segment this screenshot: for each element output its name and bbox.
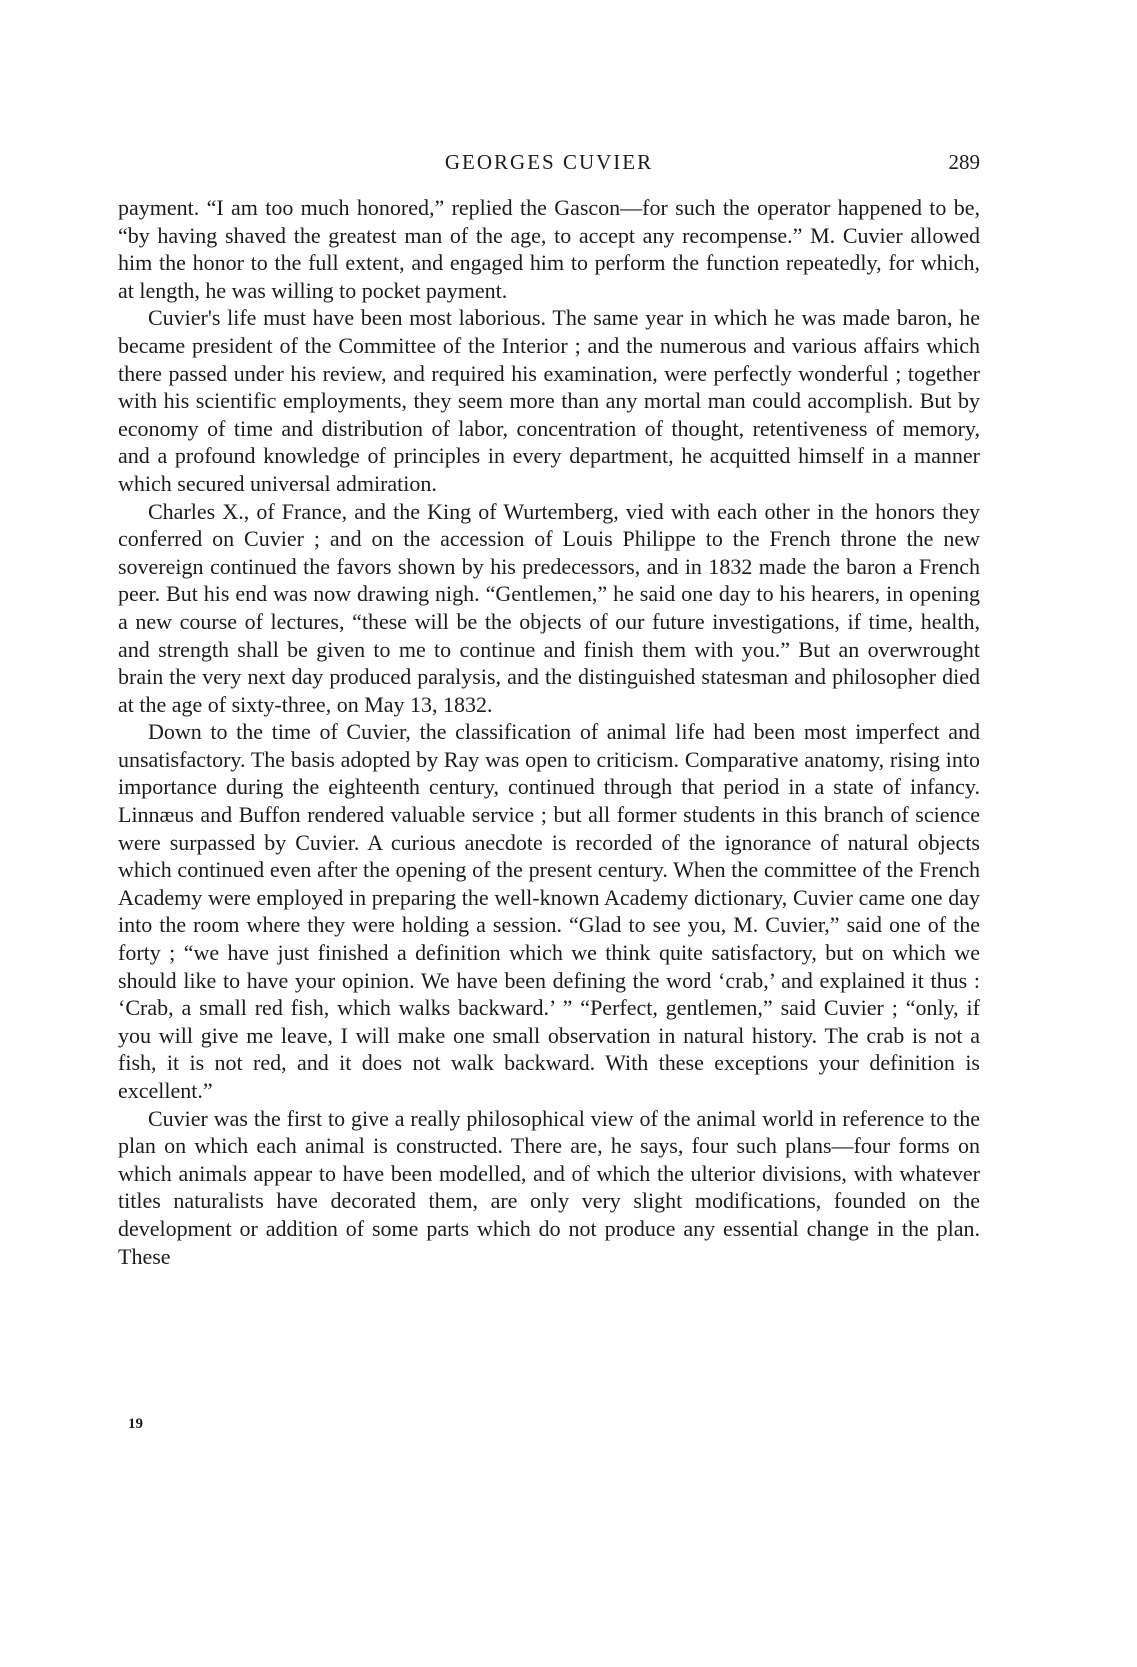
running-title: GEORGES CUVIER bbox=[444, 150, 654, 174]
paragraph-honors-and-death: Charles X., of France, and the King of Wurtemberg, vied with each other in the honors they conferred on Cuvier ; and on the accession of Louis Philippe to the French throne the new sovereign continued the favors shown by his predecessors, and in 1832 made the baron a French peer. But his end was now drawing nigh. “Gentlemen,” he said one day to his hearers, in opening a new course of lectures, “these will be the objects of our future investigations, if time, health, and strength shall be given to me to continue and finish them with you.” But an overwrought brain the very next day produced paralysis, and the distinguished statesman and philosopher died at the age of sixty-three, on May 13, 1832. bbox=[118, 498, 980, 717]
running-head bbox=[118, 140, 980, 180]
page-number: 289 bbox=[948, 150, 980, 174]
paragraph-animal-plans: Cuvier was the first to give a really philosophical view of the animal world in reference to the plan on which each animal is constructed. There are, he says, four such plans—four forms on which animals appear to have been modelled, and of which the ulterior divisions, with whatever titles naturalists have decorated them, are only very slight modifications, founded on the development or addition of some parts which do not produce any essential change in the plan. These bbox=[118, 1105, 980, 1269]
body-text bbox=[118, 194, 980, 1270]
paragraph-crab-anecdote: Down to the time of Cuvier, the classification of animal life had been most imperfect and unsatisfactory. The basis adopted by Ray was open to criticism. Comparative anatomy, rising into importance during the eighteenth century, continued through that period in a state of infancy. Linnæus and Buffon rendered valuable service ; but all former students in this branch of science were surpassed by Cuvier. A curious anecdote is recorded of the ignorance of natural objects which continued even after the opening of the present century. When the committee of the French Academy were employed in preparing the well-known Academy dictionary, Cuvier came one day into the room where they were holding a session. “Glad to see you, M. Cuvier,” said one of the forty ; “we have just finished a definition which we think quite satisfactory, but on which we should like to have your opinion. We have been defining the word ‘crab,’ and explained it thus : ‘Crab, a small red fish, which walks backward.’ ” “Perfect, gentlemen,” said Cuvier ; “only, if you will give me leave, I will make one small observation in natural history. The crab is not a fish, it is not red, and it does not walk backward. With these exceptions your definition is excellent.” bbox=[118, 719, 980, 1103]
paragraph-continued: payment. “I am too much honored,” replied the Gascon—for such the operator happened to be, “by having shaved the greatest man of the age, to accept any recompense.” M. Cuvier allowed him the honor to the full extent, and engaged him to perform the function repeatedly, for which, at length, he was willing to pocket payment. bbox=[118, 195, 980, 303]
signature-mark: 19 bbox=[128, 1416, 143, 1432]
book-page bbox=[118, 140, 980, 1270]
paragraph-laborious-life: Cuvier's life must have been most laborious. The same year in which he was made baron, he became president of the Committee of the Interior ; and the numerous and various affairs which there passed under his review, and required his examination, were perfectly wonderful ; together with his scientific employments, they seem more than any mortal man could accomplish. But by economy of time and distribution of labor, concentration of thought, retentiveness of memory, and a profound knowledge of principles in every department, he acquitted himself in a manner which secured universal admiration. bbox=[118, 305, 980, 496]
